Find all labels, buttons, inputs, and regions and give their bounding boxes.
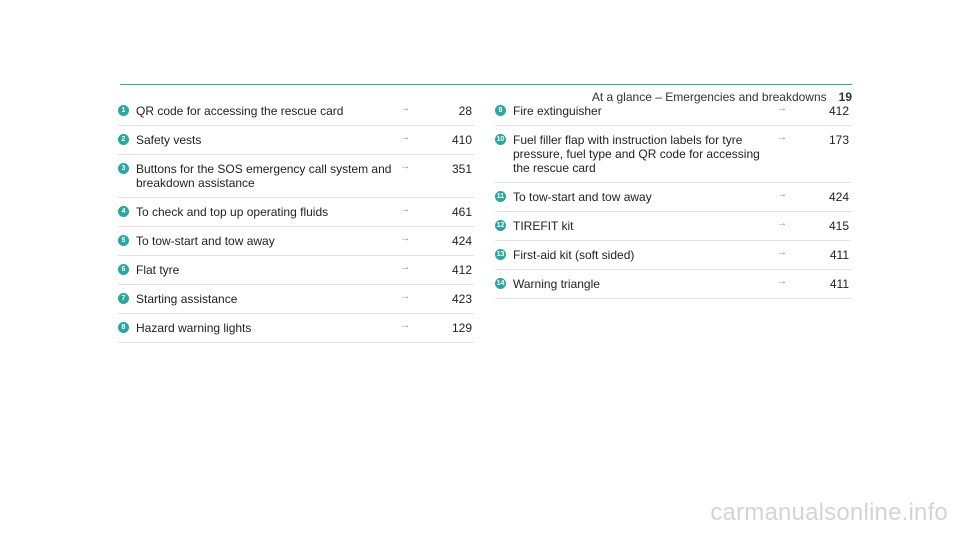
arrow-right-icon: → — [777, 247, 787, 258]
item-number-badge: 12 — [496, 222, 505, 229]
page-reference-link[interactable]: 415 — [828, 219, 849, 233]
arrow-right-icon: → — [777, 103, 787, 114]
item-label: QR code for accessing the rescue card — [136, 104, 344, 118]
item-number-badge: 14 — [496, 280, 505, 287]
item-number-badge: 4 — [118, 206, 129, 217]
legend-row — [495, 270, 851, 299]
item-label: To tow-start and tow away — [136, 234, 275, 248]
item-label: To tow-start and tow away — [513, 190, 652, 204]
page-reference-link[interactable]: 424 — [451, 234, 472, 248]
arrow-right-icon: → — [777, 189, 787, 200]
page-reference-link[interactable]: 129 — [451, 321, 472, 335]
legend-row — [118, 314, 474, 343]
left-legend-column — [118, 97, 474, 343]
item-number-badge: 10 — [496, 136, 505, 143]
legend-row — [118, 285, 474, 314]
item-number-badge: 8 — [118, 322, 129, 333]
arrow-right-icon: → — [777, 218, 787, 229]
legend-row — [495, 97, 851, 126]
page-reference-link[interactable]: 411 — [829, 248, 849, 262]
arrow-right-icon: → — [400, 204, 410, 215]
legend-row — [495, 241, 851, 270]
item-label: Safety vests — [136, 133, 202, 147]
page-reference-link[interactable]: 28 — [458, 104, 472, 118]
page-reference-link[interactable]: 410 — [451, 133, 472, 147]
item-label: Buttons for the SOS emergency call system and breakdown assistance — [136, 162, 392, 190]
right-legend-column — [495, 97, 851, 299]
page-reference-link[interactable]: 423 — [451, 292, 472, 306]
legend-row — [118, 256, 474, 285]
section-title: At a glance – Emergencies and breakdowns — [591, 90, 827, 104]
legend-row — [118, 227, 474, 256]
page-reference-link[interactable]: 173 — [828, 133, 849, 147]
legend-row — [118, 97, 474, 126]
item-number-badge: 6 — [118, 264, 129, 275]
arrow-right-icon: → — [400, 132, 410, 143]
item-number-badge: 2 — [118, 134, 129, 145]
item-number-badge: 7 — [118, 293, 129, 304]
page-reference-link[interactable]: 411 — [829, 277, 849, 291]
page-reference-link[interactable]: 412 — [451, 263, 472, 277]
item-label: First-aid kit (soft sided) — [513, 248, 635, 262]
header-rule — [120, 84, 852, 85]
legend-row — [495, 126, 851, 183]
item-number-badge: 13 — [496, 251, 505, 258]
legend-row — [495, 183, 851, 212]
page-number: 19 — [838, 90, 852, 104]
item-label: Warning triangle — [513, 277, 600, 291]
page-reference-link[interactable]: 424 — [828, 190, 849, 204]
item-number-badge: 1 — [118, 105, 129, 116]
item-label: Flat tyre — [136, 263, 180, 277]
item-label: To check and top up operating fluids — [136, 205, 329, 219]
arrow-right-icon: → — [400, 233, 410, 244]
page-reference-link[interactable]: 412 — [828, 104, 849, 118]
item-label: Fire extinguisher — [513, 104, 602, 118]
item-label: Hazard warning lights — [136, 321, 252, 335]
arrow-right-icon: → — [400, 320, 410, 331]
item-label: TIREFIT kit — [513, 219, 574, 233]
legend-row — [118, 198, 474, 227]
arrow-right-icon: → — [400, 161, 410, 172]
legend-row — [495, 212, 851, 241]
legend-row — [118, 126, 474, 155]
item-number-badge: 11 — [496, 193, 505, 200]
page-reference-link[interactable]: 351 — [451, 162, 472, 176]
item-label: Starting assistance — [136, 292, 238, 306]
arrow-right-icon: → — [400, 103, 410, 114]
arrow-right-icon: → — [777, 132, 787, 143]
arrow-right-icon: → — [400, 262, 410, 273]
arrow-right-icon: → — [400, 291, 410, 302]
legend-row — [118, 155, 474, 198]
watermark: carmanualsonline.info — [710, 499, 948, 526]
page-reference-link[interactable]: 461 — [451, 205, 472, 219]
item-label: Fuel filler flap with instruction labels for tyre pressure, fuel type and QR code for accessing the rescue card — [513, 133, 760, 175]
item-number-badge: 5 — [118, 235, 129, 246]
arrow-right-icon: → — [777, 276, 787, 287]
item-number-badge: 9 — [495, 105, 506, 116]
item-number-badge: 3 — [118, 163, 129, 174]
